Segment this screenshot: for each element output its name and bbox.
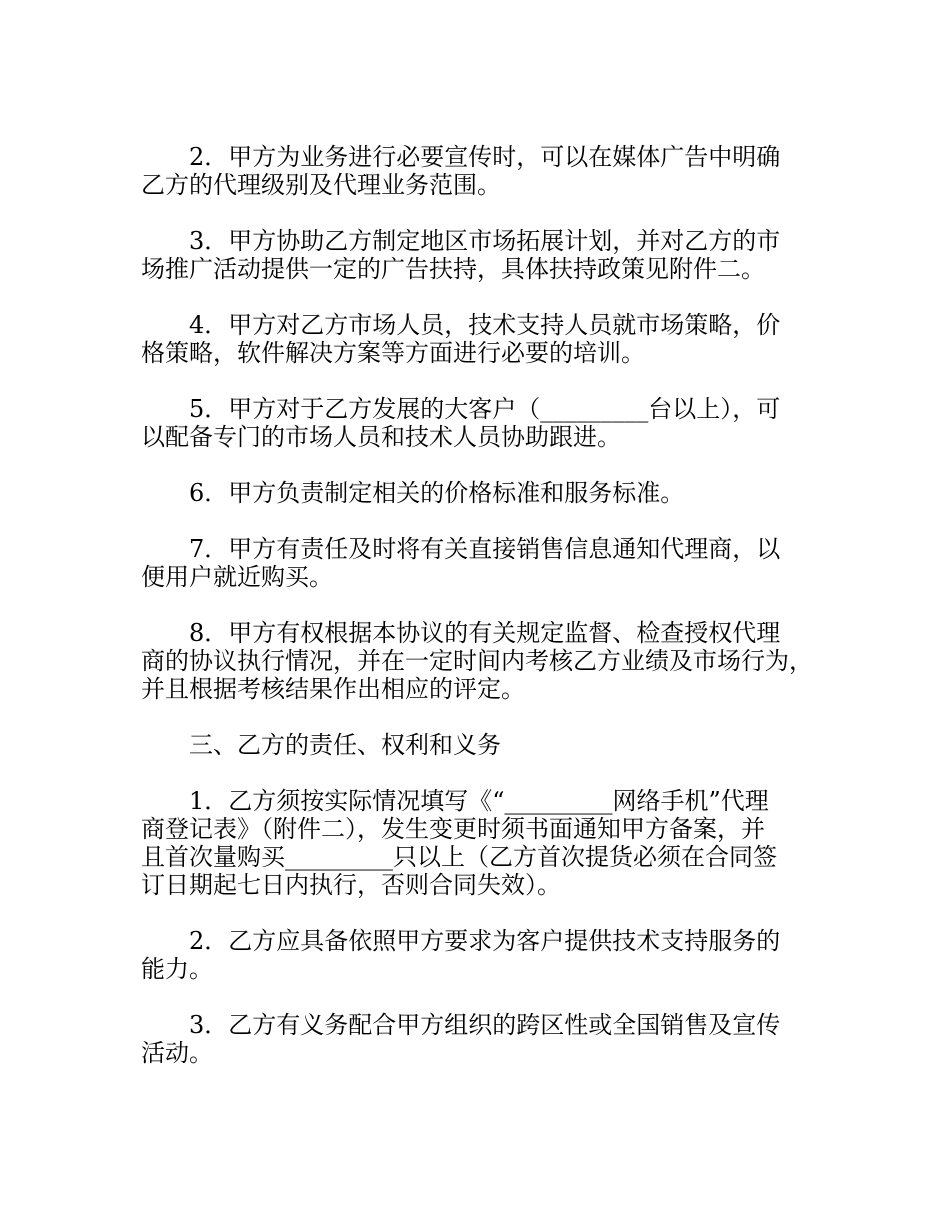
text-line: 2．甲方为业务进行必要宣传时，可以在媒体广告中明确 [189, 143, 781, 171]
paragraph-clause-a5 [141, 395, 831, 451]
section-title: 三、乙方的责任、权利和义务 [189, 731, 501, 759]
text-line: 3．乙方有义务配合甲方组织的跨区性或全国销售及宣传 [189, 1011, 781, 1039]
text-line: 1．乙方须按实际情况填写《“_________网络手机”代理 [189, 787, 769, 815]
text-line: 场推广活动提供一定的广告扶持，具体扶持政策见附件二。 [141, 255, 765, 283]
paragraph-clause-a4 [141, 311, 831, 367]
text-line: 能力。 [141, 955, 213, 983]
paragraph-clause-a2 [141, 143, 831, 199]
paragraph-clause-a6 [141, 479, 831, 507]
text-line: 以配备专门的市场人员和技术人员协助跟进。 [141, 423, 621, 451]
text-line: 8．甲方有权根据本协议的有关规定监督、检查授权代理 [189, 619, 781, 647]
text-line: 乙方的代理级别及代理业务范围。 [141, 171, 501, 199]
paragraph-clause-b3 [141, 1011, 831, 1067]
paragraph-clause-a7 [141, 535, 831, 591]
text-line: 2．乙方应具备依照甲方要求为客户提供技术支持服务的 [189, 927, 781, 955]
text-line: 订日期起七日内执行，否则合同失效）。 [141, 871, 561, 899]
text-line: 商登记表》（附件二），发生变更时须书面通知甲方备案，并 [141, 815, 765, 843]
document-body [141, 143, 831, 1095]
text-line: 便用户就近购买。 [141, 563, 333, 591]
text-line: 商的协议执行情况，并在一定时间内考核乙方业绩及市场行为， [141, 647, 813, 675]
paragraph-clause-b2 [141, 927, 831, 983]
text-line: 5．甲方对于乙方发展的大客户（_________台以上），可 [189, 395, 781, 423]
text-line: 并且根据考核结果作出相应的评定。 [141, 675, 525, 703]
paragraph-clause-a8 [141, 619, 831, 703]
paragraph-clause-a3 [141, 227, 831, 283]
paragraph-clause-b1 [141, 787, 831, 899]
text-line: 活动。 [141, 1039, 213, 1067]
text-line: 4．甲方对乙方市场人员，技术支持人员就市场策略，价 [189, 311, 781, 339]
text-line: 且首次量购买_________只以上（乙方首次提货必须在合同签 [141, 843, 777, 871]
section-heading [141, 731, 831, 759]
text-line: 3．甲方协助乙方制定地区市场拓展计划，并对乙方的市 [189, 227, 781, 255]
text-line: 6．甲方负责制定相关的价格标准和服务标准。 [189, 479, 685, 507]
text-line: 7．甲方有责任及时将有关直接销售信息通知代理商，以 [189, 535, 781, 563]
text-line: 格策略，软件解决方案等方面进行必要的培训。 [141, 339, 645, 367]
